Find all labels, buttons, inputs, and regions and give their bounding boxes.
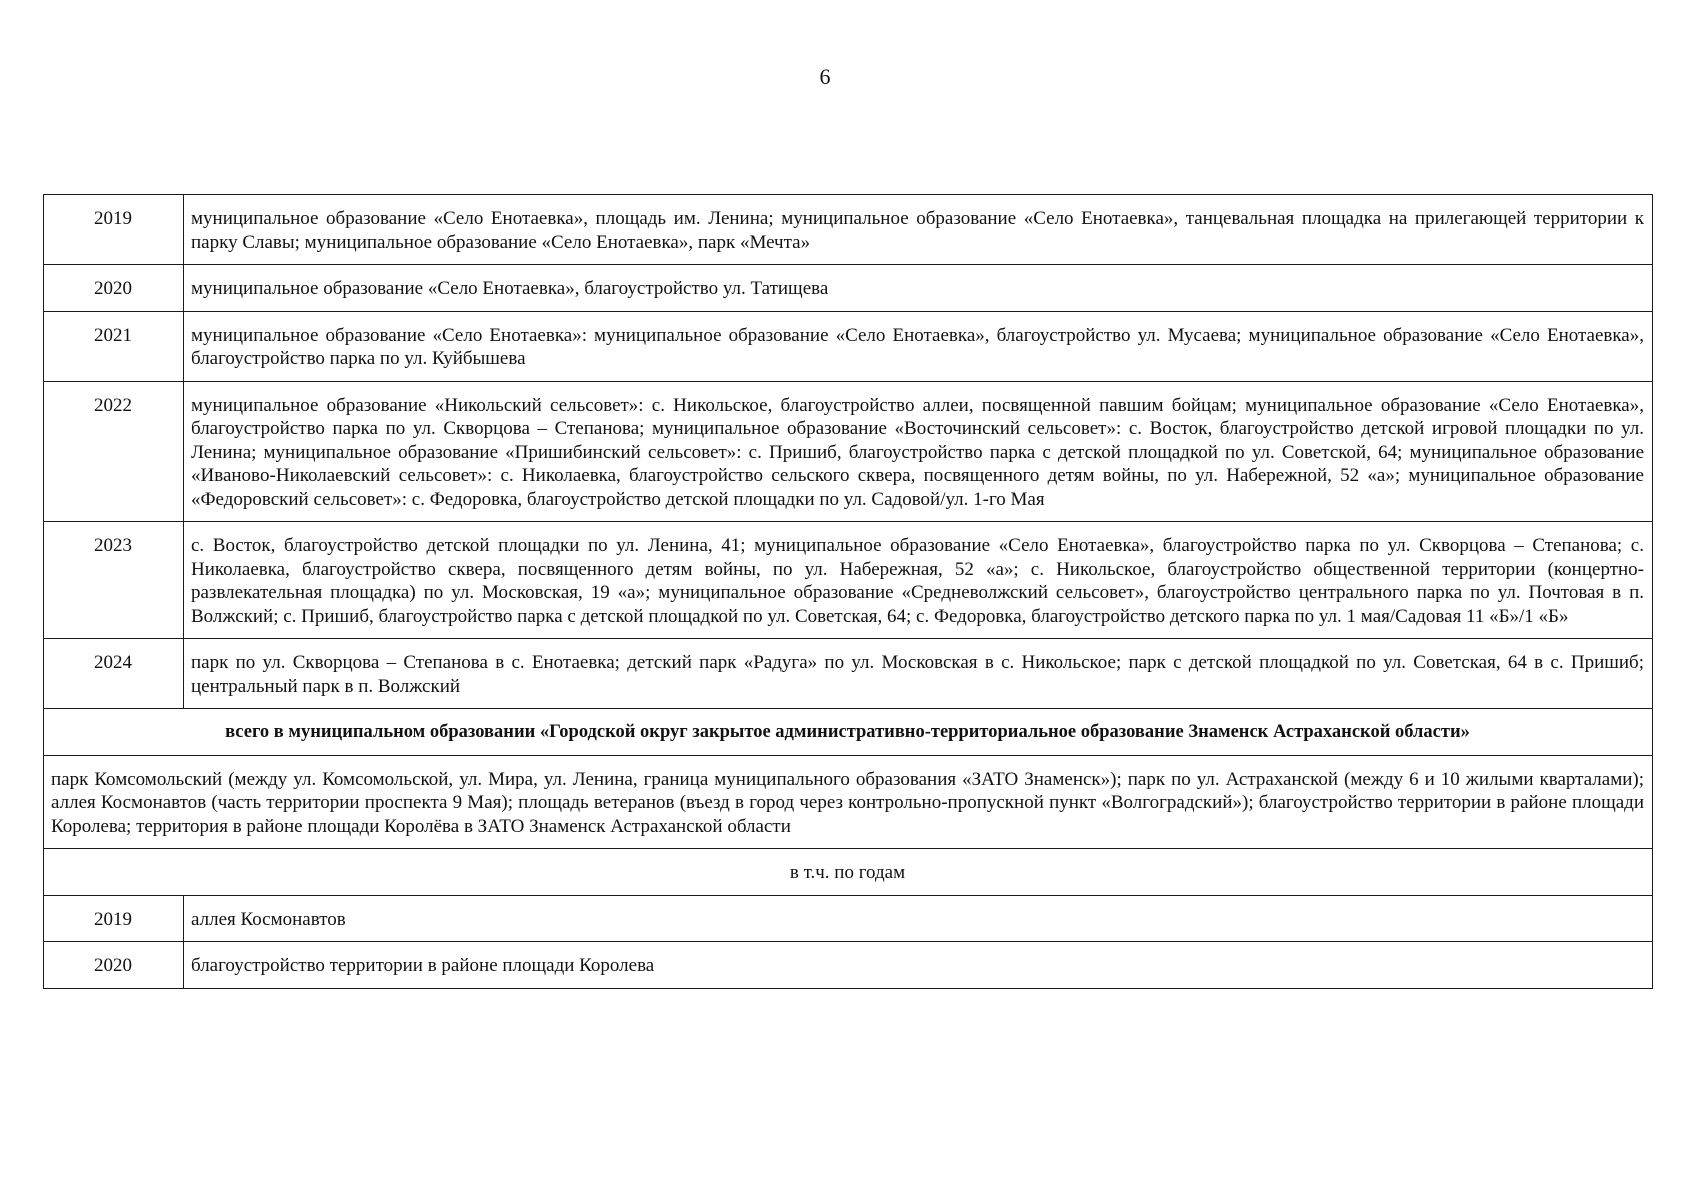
territories-table xyxy=(43,194,1653,989)
year-cell: 2020 xyxy=(44,265,184,312)
table-row xyxy=(44,311,1653,381)
section-summary: парк Комсомольский (между ул. Комсомольской, ул. Мира, ул. Ленина, граница муниципального образования «ЗАТО Знаменск»); парк по ул. Астраханской (между 6 и 10 жилыми кварталами); аллея Космонавтов (часть территории проспекта 9 Мая); площадь ветеранов (въезд в город через контрольно-пропускной пункт «Волгоградский»); благоустройство территории в районе площади Королева; территория в районе площади Королёва в ЗАТО Знаменск Астраханской области xyxy=(44,755,1653,849)
table-row xyxy=(44,265,1653,312)
year-cell: 2019 xyxy=(44,195,184,265)
section-summary-row xyxy=(44,755,1653,849)
description-cell: благоустройство территории в районе площади Королева xyxy=(184,942,1653,989)
description-cell: муниципальное образование «Село Енотаевка», площадь им. Ленина; муниципальное образование «Село Енотаевка», танцевальная площадка на прилегающей территории к парку Славы; муниципальное образование «Село Енотаевка», парк «Мечта» xyxy=(184,195,1653,265)
table-row xyxy=(44,522,1653,639)
by-years-row xyxy=(44,849,1653,896)
by-years-label: в т.ч. по годам xyxy=(44,849,1653,896)
year-cell: 2024 xyxy=(44,639,184,709)
description-cell: муниципальное образование «Село Енотаевка»: муниципальное образование «Село Енотаевка», благоустройство ул. Мусаева; муниципальное образование «Село Енотаевка», благоустройство парка по ул. Куйбышева xyxy=(184,311,1653,381)
description-cell: муниципальное образование «Никольский сельсовет»: с. Никольское, благоустройство аллеи, посвященной павшим бойцам; муниципальное образование «Село Енотаевка», благоустройство парка по ул. Скворцова – Степанова; муниципальное образование «Восточинский сельсовет»: с. Восток, благоустройство детской игровой площадки по ул. Ленина; муниципальное образование «Пришибинский сельсовет»: с. Пришиб, благоустройство парка с детской площадкой по ул. Советской, 64; муниципальное образование «Ивановo-Николаевский сельсовет»: с. Николаевка, благоустройство сельского сквера, посвященного детям войны, по ул. Набережной, 52 «а»; муниципальное образование «Федоровский сельсовет»: с. Федоровка, благоустройство детской площадки по ул. Садовой/ул. 1-го Мая xyxy=(184,381,1653,522)
section-heading-row xyxy=(44,709,1653,756)
table-row xyxy=(44,942,1653,989)
description-cell: парк по ул. Скворцова – Степанова в с. Енотаевка; детский парк «Радуга» по ул. Московская в с. Никольское; парк с детской площадкой по ул. Советская, 64 в с. Пришиб; центральный парк в п. Волжский xyxy=(184,639,1653,709)
description-cell: аллея Космонавтов xyxy=(184,895,1653,942)
description-cell: муниципальное образование «Село Енотаевка», благоустройство ул. Татищева xyxy=(184,265,1653,312)
year-cell: 2020 xyxy=(44,942,184,989)
table-row xyxy=(44,639,1653,709)
description-cell: с. Восток, благоустройство детской площадки по ул. Ленина, 41; муниципальное образование «Село Енотаевка», благоустройство парка по ул. Скворцова – Степанова; с. Николаевка, благоустройство сквера, посвященного детям войны, по ул. Набережная, 52 «а»; с. Никольское, благоустройство общественной территории (концертно-развлекательная площадка) по ул. Московская, 19 «а»; муниципальное образование «Средневолжский сельсовет», благоустройство центрального парка по ул. Почтовая в п. Волжский; с. Пришиб, благоустройство парка с детской площадкой по ул. Советская, 64; с. Федоровка, благоустройство детского парка по ул. 1 мая/Садовая 11 «Б»/1 «Б» xyxy=(184,522,1653,639)
table-row xyxy=(44,381,1653,522)
year-cell: 2022 xyxy=(44,381,184,522)
table-row xyxy=(44,195,1653,265)
table-row xyxy=(44,895,1653,942)
year-cell: 2021 xyxy=(44,311,184,381)
year-cell: 2019 xyxy=(44,895,184,942)
year-cell: 2023 xyxy=(44,522,184,639)
section-heading: всего в муниципальном образовании «Городской округ закрытое административно-территориальное образование Знаменск Астраханской области» xyxy=(44,709,1653,756)
page-number: 6 xyxy=(819,64,831,89)
